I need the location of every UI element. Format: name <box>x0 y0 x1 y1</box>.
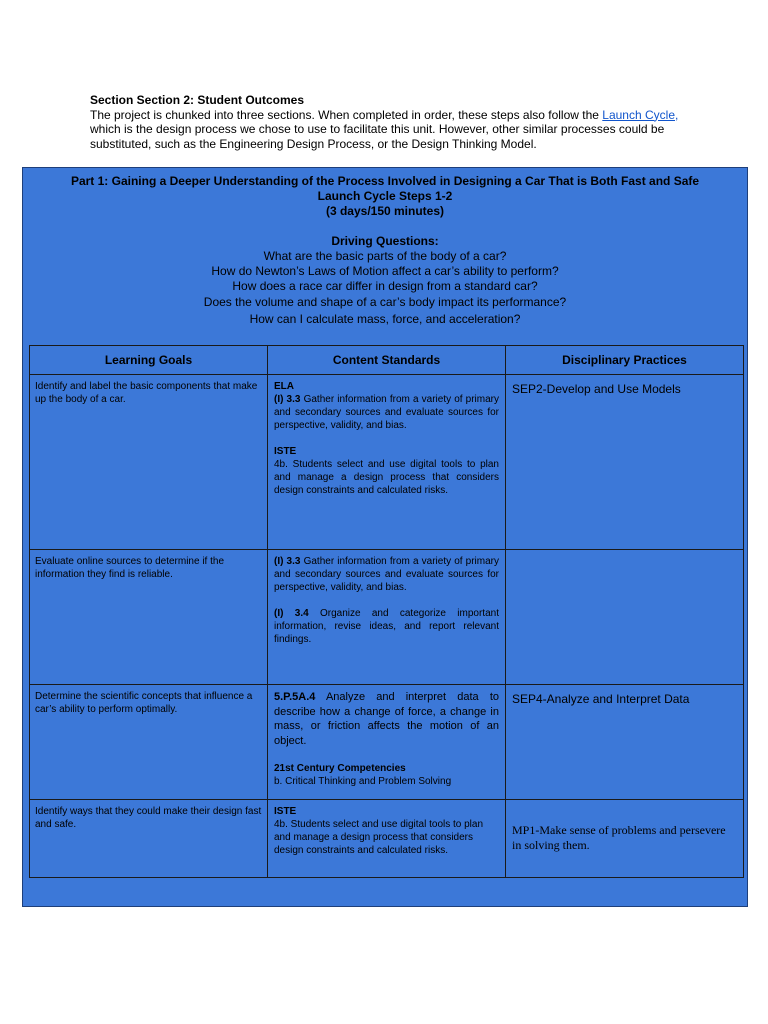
standard-code: (I) 3.3 <box>274 556 301 567</box>
intro-paragraph <box>90 108 690 152</box>
question-item: Does the volume and shape of a car’s body impact its performance? <box>203 294 567 309</box>
standard-text: Gather information from a variety of primary and secondary sources and evaluate sources for perspective, validity, and bias. <box>274 394 499 431</box>
standard-text: Organize and categorize important information, revise ideas, and report relevant findings. <box>274 608 499 645</box>
standard-heading: 21st Century Competencies <box>274 763 406 774</box>
driving-questions-list <box>23 249 747 327</box>
learning-goal-cell: Identify ways that they could make their design fast and safe. <box>30 800 268 878</box>
header-disciplinary-practices: Disciplinary Practices <box>506 346 744 375</box>
table-header-row <box>30 346 744 375</box>
intro-text-b: which is the design process we chose to use to facilitate this unit. However, other similar processes could be substituted, such as the Engineering Design Process, or the Design Thinking Model. <box>90 122 665 151</box>
part-duration: (3 days/150 minutes) <box>325 204 445 218</box>
header-content-standards: Content Standards <box>268 346 506 375</box>
part-title: Part 1: Gaining a Deeper Understanding of the Process Involved in Designing a Car That is Both Fast and Safe <box>70 174 700 188</box>
table-row <box>30 800 744 878</box>
learning-goal-cell: Determine the scientific concepts that influence a car’s ability to perform optimally. <box>30 685 268 800</box>
standard-text: Gather information from a variety of primary and secondary sources and evaluate sources for perspective, validity, and bias. <box>274 556 499 593</box>
content-standard-cell <box>268 685 506 800</box>
question-item: How do Newton’s Laws of Motion affect a car’s ability to perform? <box>211 264 559 279</box>
standard-text: 4b. Students select and use digital tools to plan and manage a design process that considers design constraints and calculated risks. <box>274 819 484 856</box>
content-standard-cell <box>268 800 506 878</box>
standard-heading: ISTE <box>274 806 297 817</box>
practice-cell: SEP4-Analyze and Interpret Data <box>506 685 744 800</box>
intro-section <box>90 93 690 151</box>
part-1-box <box>22 167 748 907</box>
table-row <box>30 685 744 800</box>
content-standard-cell <box>268 375 506 550</box>
intro-text-a: The project is chunked into three sections. When completed in order, these steps also follow the <box>90 107 603 122</box>
standard-text: b. Critical Thinking and Problem Solving <box>274 776 452 787</box>
standard-text: 4b. Students select and use digital tools to plan and manage a design process that considers design constraints and calculated risks. <box>274 459 499 496</box>
part-header <box>23 174 747 219</box>
question-item: What are the basic parts of the body of a car? <box>263 249 507 263</box>
header-learning-goals: Learning Goals <box>30 346 268 375</box>
driving-questions-title: Driving Questions: <box>331 234 439 248</box>
standard-code: (I) 3.4 <box>274 608 309 619</box>
standard-heading: ISTE <box>274 446 297 457</box>
content-standard-cell <box>268 550 506 685</box>
launch-cycle-link[interactable]: Launch Cycle, <box>602 107 679 122</box>
outcomes-table <box>29 345 744 878</box>
practice-cell: SEP2-Develop and Use Models <box>506 375 744 550</box>
practice-cell: MP1-Make sense of problems and persevere in solving them. <box>506 800 744 878</box>
question-item: How can I calculate mass, force, and acceleration? <box>249 311 521 326</box>
table-row <box>30 550 744 685</box>
section-heading: Section Section 2: Student Outcomes <box>90 93 305 107</box>
table-row <box>30 375 744 550</box>
standard-text: Analyze and interpret data to describe how a change of force, a change in mass, or friction affects the motion of an object. <box>274 691 499 747</box>
standard-heading: ELA <box>274 381 294 392</box>
standard-code: (I) 3.3 <box>274 394 301 405</box>
learning-goal-cell: Identify and label the basic components that make up the body of a car. <box>30 375 268 550</box>
learning-goal-cell: Evaluate online sources to determine if the information they find is reliable. <box>30 550 268 685</box>
question-item: How does a race car differ in design from a standard car? <box>232 279 538 294</box>
standard-code: 5.P.5A.4 <box>274 691 316 703</box>
part-steps: Launch Cycle Steps 1-2 <box>317 189 453 203</box>
practice-cell <box>506 550 744 685</box>
